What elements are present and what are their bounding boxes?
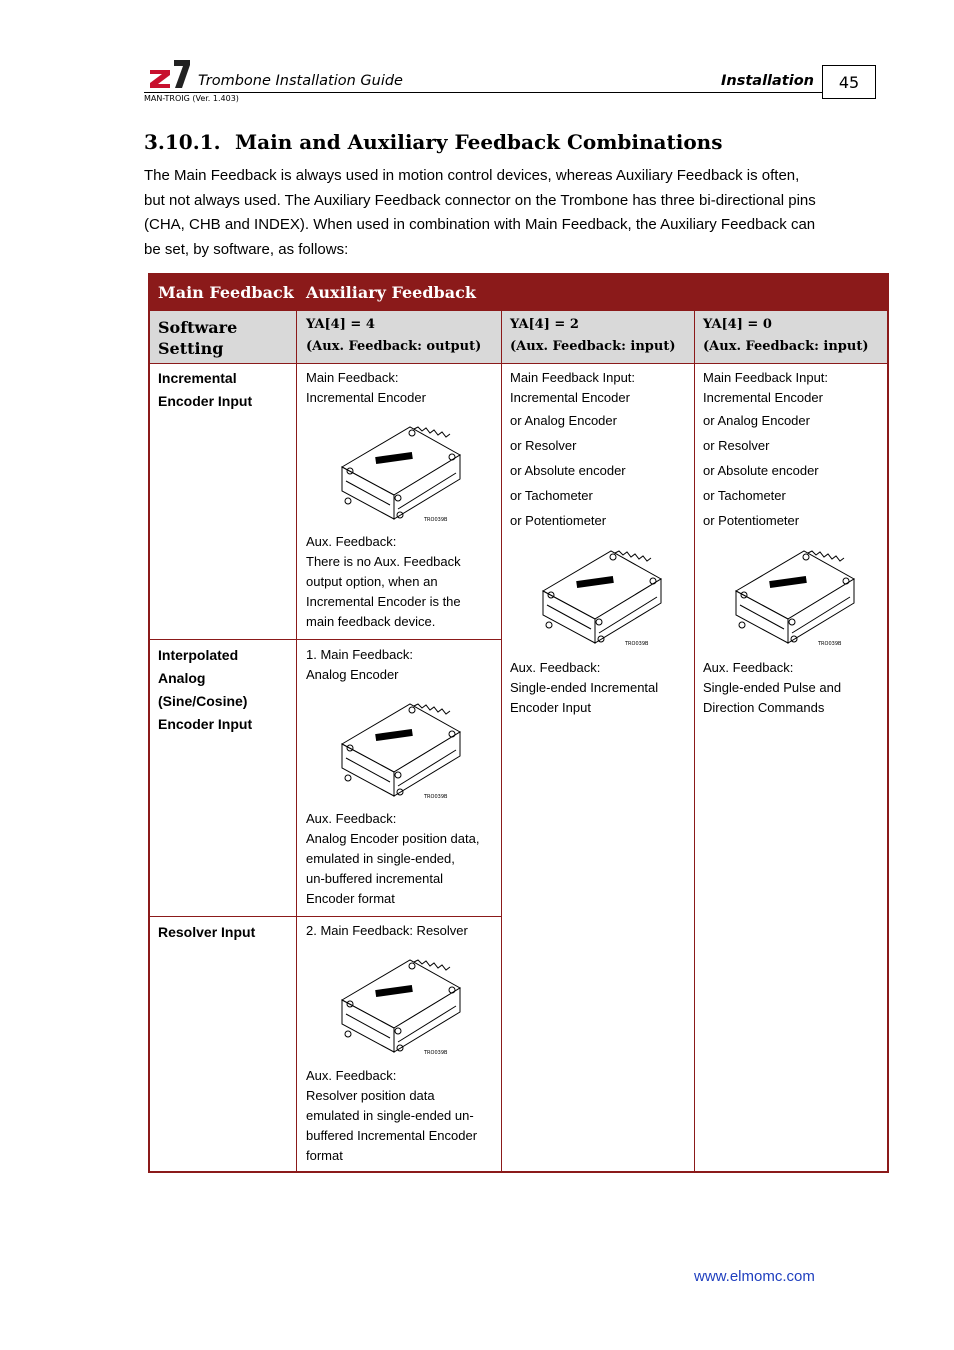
option-line: or Analog Encoder [510,413,617,428]
text-line: Aux. Feedback: [306,811,397,826]
text-line: Analog Encoder position data, [306,831,480,846]
text-line: Incremental Encoder [306,390,426,405]
row3-main-feedback [306,921,468,941]
text-line: emulated in single-ended un- [306,1108,474,1123]
label-line: Analog [158,670,206,686]
text-line: Analog Encoder [306,667,399,682]
text-line: Aux. Feedback: [703,660,794,675]
page-number: 45 [822,65,876,99]
ya0-aux-feedback [703,658,841,718]
row-label-analog [158,644,252,736]
option-line: or Potentiometer [703,513,800,528]
text-line: buffered Incremental Encoder [306,1128,478,1143]
label-line: Encoder Input [158,393,253,409]
section-number: 3.10.1. [144,130,221,154]
text-line: Encoder format [306,891,395,906]
header-section: Installation [721,73,814,89]
text-line: Resolver position data [306,1088,435,1103]
label-line: Encoder Input [158,716,253,732]
text-line: emulated in single-ended, [306,851,455,866]
option-line: or Tachometer [703,488,786,503]
text-line: output option, when an [306,574,438,589]
header-rule [144,92,822,93]
col-divider [501,311,502,1173]
row-divider [150,916,502,917]
text-line: 1. Main Feedback: [306,647,413,662]
text-line: Aux. Feedback: [306,534,397,549]
row2-aux-feedback [306,809,479,909]
text-line: Single-ended Incremental [510,680,659,695]
header-aux-feedback: Auxiliary Feedback [306,283,476,302]
option-line: or Absolute encoder [703,463,819,478]
feedback-table [148,273,889,1173]
ya2-aux-feedback [510,658,658,718]
text-line: Main Feedback Input: [510,370,636,385]
text-line: format [306,1148,343,1163]
row2-main-feedback [306,645,413,685]
col-divider [694,311,695,1173]
text-line: Incremental Encoder [510,390,630,405]
header-main-feedback: Main Feedback [158,283,294,302]
option-line: or Analog Encoder [703,413,810,428]
text-line: Incremental Encoder is the [306,594,461,609]
text-line: un-buffered incremental [306,871,444,886]
text-line: Direction Commands [703,700,825,715]
text-line: Incremental Encoder [703,390,823,405]
label-line: Resolver Input [158,924,256,940]
section-title: Main and Auxiliary Feedback Combinations [235,130,723,154]
text-line: 2. Main Feedback: Resolver [306,923,468,938]
text-line: Aux. Feedback: [306,1068,397,1083]
ya-value: YA[4] = 0 [703,317,772,332]
table-header-row [150,275,887,311]
text-line: Encoder Input [510,700,591,715]
row3-aux-feedback [306,1066,477,1166]
ya2-main-feedback [510,368,635,533]
ya2-setting [510,314,676,358]
option-line: or Resolver [703,438,770,453]
ya-mode: (Aux. Feedback: input) [703,339,869,354]
section-heading [144,130,722,154]
label-line: Interpolated [158,647,239,663]
text-line: There is no Aux. Feedback [306,554,461,569]
label-line: Setting [158,339,224,358]
row1-aux-feedback [306,532,461,632]
trombone-device-image [332,415,472,529]
row-label-resolver [158,921,255,944]
ya0-main-feedback [703,368,828,533]
doc-version: MAN-TROIG (Ver. 1.403) [144,94,239,103]
label-line: Incremental [158,370,237,386]
row-label-incremental [158,367,252,413]
header-title: Trombone Installation Guide [198,73,403,89]
option-line: or Resolver [510,438,577,453]
ya-mode: (Aux. Feedback: input) [510,339,676,354]
row-divider [150,363,887,364]
elmo-logo-icon [148,58,190,88]
label-line: Software [158,318,238,337]
trombone-device-image [332,692,472,806]
ya4-setting [306,314,481,358]
intro-paragraph: The Main Feedback is always used in motion control devices, whereas Auxiliary Feedback is often, but not always used. The Auxiliary Feedback connector on the Trombone has three bi-directional pins (CHA, CHB and INDEX). When used in combination with Main Feedback, the Auxiliary Feedback can be set, by software, as follows: [144,167,816,258]
text-line: Single-ended Pulse and [703,680,842,695]
trombone-device-image [332,948,472,1062]
text-line: Main Feedback: [306,370,399,385]
option-line: or Tachometer [510,488,593,503]
text-line: Main Feedback Input: [703,370,829,385]
trombone-device-image [533,539,673,653]
ya-value: YA[4] = 2 [510,317,579,332]
ya-mode: (Aux. Feedback: output) [306,339,482,354]
text-line: main feedback device. [306,614,436,629]
ya-value: YA[4] = 4 [306,317,375,332]
option-line: or Potentiometer [510,513,607,528]
row-divider [150,639,502,640]
software-setting-label [158,317,237,359]
row1-main-feedback [306,368,426,408]
trombone-device-image [726,539,866,653]
footer-url[interactable]: www.elmomc.com [694,1268,815,1285]
label-line: (Sine/Cosine) [158,693,248,709]
col-divider [296,311,297,1173]
text-line: Aux. Feedback: [510,660,601,675]
option-line: or Absolute encoder [510,463,626,478]
ya0-setting [703,314,869,358]
